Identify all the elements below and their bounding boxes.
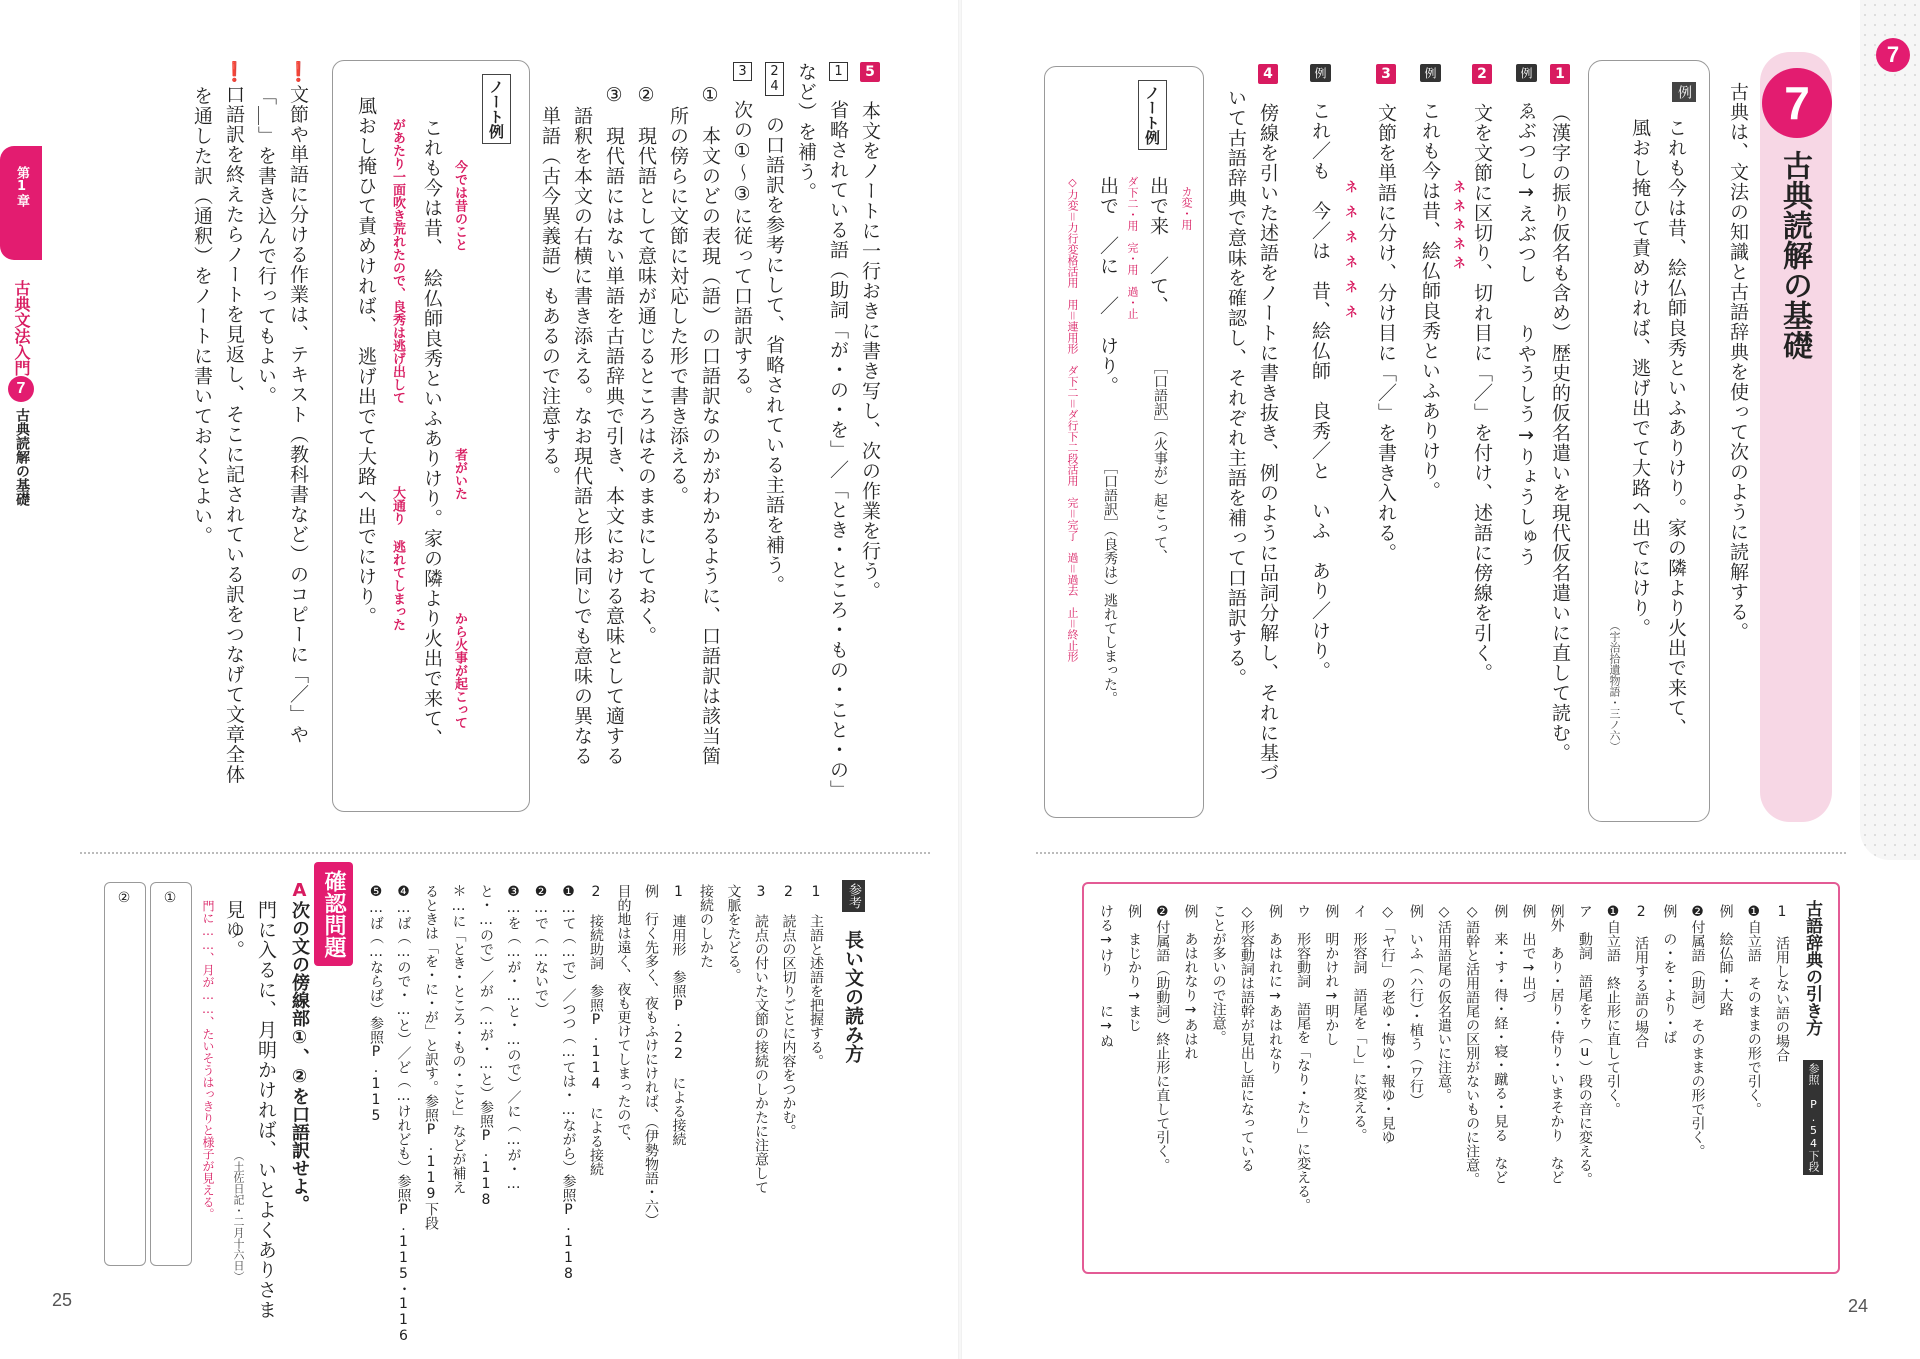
long-text-line: 1 主語と述語を把握する。 xyxy=(808,884,824,1068)
quiz-source: （土佐日記・二月十六日） xyxy=(232,1150,245,1282)
dict-ref: 参照 P.54下段 xyxy=(1803,1060,1823,1175)
long-text-title: 長い文の読み方 xyxy=(842,930,864,1063)
step-4-text: 傍線を引いた述語をノートに書き抜き、例のように品詞分解し、それに基づ xyxy=(1257,103,1279,783)
step-2-example-text: これも今は昔、絵仏師良秀といふありけり。 xyxy=(1419,101,1441,501)
dict-line: 例 絵仏師・大路 xyxy=(1717,904,1734,1016)
long-text-line: ＊…に「とき・ところ・もの・こと」などが補え xyxy=(450,884,467,1194)
step-5-3-num: 3 xyxy=(735,64,750,79)
step-3-example-text: これ／も 今／は 昔、絵仏師 良秀／と いふ あり／けり。 xyxy=(1309,101,1331,681)
chapter-badge: 7 xyxy=(1762,68,1832,138)
step-2-text: 文を文節に区切り、切れ目に「／」を付け、述語に傍線を引く。 xyxy=(1471,103,1493,683)
dict-line: ウ 形容動詞 語尾を「なり・たり」に変える。 xyxy=(1295,904,1312,1212)
long-text-line: 2 読点の区切りごとに内容をつかむ。 xyxy=(780,884,797,1138)
step-5-text: 本文をノートに一行おきに書き写し、次の作業を行う。 xyxy=(859,101,881,601)
ne-mark: ネ xyxy=(1342,255,1357,280)
quiz-hint: 門に……、月が……、たいそうはっきりと様子が見える。 xyxy=(201,900,215,1220)
quiz-question: A次の文の傍線部①、②を口語訳せよ。 xyxy=(289,880,310,1213)
long-text-line: ❹…ば（…ので・…と）／ど（…けれども）参照P.115・116 xyxy=(395,884,412,1344)
quiz-text-2: 見ゆ。 xyxy=(223,900,245,960)
note-ann-5: 大通り xyxy=(390,486,405,525)
ne-mark: ネ xyxy=(1342,230,1357,255)
example-source: （宇治拾遺物語・三ノ六） xyxy=(1608,620,1621,752)
ne-marks-row1 xyxy=(1448,180,1467,275)
dict-line: ◇形容動詞は語幹が見出し語になっている xyxy=(1238,904,1255,1172)
dict-line: 例 あはれに→あはれなり xyxy=(1267,904,1283,1074)
dict-line: 例 まじかり→まじ xyxy=(1126,904,1143,1032)
step-5-3-i-cont: 所の傍らに文節に対応した形で書き添える。 xyxy=(667,106,689,506)
page-number-left: 25 xyxy=(52,1290,73,1310)
step-5-3-i-text: 本文のどの表現（語）の口語訳なのかがわかるように、口語訳は該当箇 xyxy=(699,126,721,766)
dict-line: 1 活用しない語の場合 xyxy=(1774,904,1790,1062)
note-label-left: ノート例 xyxy=(482,74,511,144)
ne-mark: ネ xyxy=(1450,199,1465,218)
note-right-trans-2: ［口語訳］（良秀は）逃れてしまった。 xyxy=(1102,460,1118,705)
step-1-example-label: 例 xyxy=(1516,64,1537,82)
step-1-example-text: ゑぶつし→えぶつし りやうしう→りょうしゅう xyxy=(1515,101,1537,567)
long-text-line: ❸…を（…が・…と・…ので）／に（…が・… xyxy=(505,884,522,1192)
step-5-num: 5 xyxy=(862,64,878,80)
tip-line-1: ❗文節や単語に分ける作業は、テキスト（教科書など）のコピーに「／」や xyxy=(287,60,309,745)
long-text-line: ❷…で（…ないで） xyxy=(533,884,549,1016)
step-1 xyxy=(1550,64,1570,763)
step-3-text: 文節を単語に分け、分け目に「／」を書き入れる。 xyxy=(1375,103,1397,563)
dict-line: ける→けり に→ぬ xyxy=(1098,904,1114,1048)
step-2-example xyxy=(1420,64,1441,501)
ne-mark: ネ xyxy=(1342,280,1357,305)
step-5-2 xyxy=(764,62,784,595)
step-5-3-i xyxy=(700,84,720,766)
long-text-line: るときは「を・に・が」と訳す。参照P.119下段 xyxy=(423,884,439,1230)
step-4 xyxy=(1258,64,1278,783)
answer-box-2[interactable] xyxy=(104,882,146,1266)
dict-line: 例 あはれなり→あはれ xyxy=(1182,904,1199,1060)
note-label-right: ノート例 xyxy=(1138,80,1167,150)
step-5-3-i-num: ① xyxy=(699,84,721,107)
ne-mark: ネ xyxy=(1450,218,1465,237)
dict-line: ◇「ヤ行」の老ゆ・悔ゆ・報ゆ・見ゆ xyxy=(1379,904,1396,1144)
tip-line-4: を通した訳（通釈）をノートに書いておくとよい。 xyxy=(191,86,213,546)
gutter xyxy=(958,0,962,1359)
dict-title: 古語辞典の引き方 xyxy=(1802,900,1822,1036)
step-1-example xyxy=(1516,64,1537,567)
note-right-trans-1: ［口語訳］（火事が）起こって、 xyxy=(1152,360,1168,563)
step-5-3-iii-cont1: 語釈を本文の右横に書き添える。なお現代語と形は同じでも意味の異なる xyxy=(571,106,593,766)
note-ann-6: 逃れてしまった xyxy=(390,540,405,631)
note-right-grammar-1: カ変・用 xyxy=(1180,186,1193,230)
note-right-line-1: 出で来 ／て、 xyxy=(1147,176,1169,316)
ne-mark: ネ xyxy=(1342,205,1357,230)
dict-line: ことが多いので注意。 xyxy=(1210,904,1227,1044)
long-text-line: ❶…て（…で）／つつ（…ては・…ながら）参照P.118 xyxy=(560,884,577,1282)
dict-line: 例 の・を・より・ば xyxy=(1661,904,1678,1044)
step-5-2-text: の口語訳を参考にして、省略されている主語を補う。 xyxy=(763,115,785,595)
divider-left xyxy=(80,852,930,854)
step-5-3-iii-text: 現代語にはない単語を古語辞典で引き、本文における意味として適する xyxy=(603,126,625,766)
dict-line: ア 動詞 語尾をウ（u）段の音に変える。 xyxy=(1576,904,1593,1186)
step-2 xyxy=(1472,64,1492,683)
step-4-num: 4 xyxy=(1260,66,1276,82)
chapter-tab-text: 第1章 xyxy=(14,166,29,207)
page-title: 古典読解の基礎 xyxy=(1777,150,1812,360)
step-5-3-ii-num: ② xyxy=(635,84,657,107)
step-3-num: 3 xyxy=(1378,66,1394,82)
long-text-line: 2 接続助詞 参照P.114 による接続 xyxy=(588,884,604,1176)
dict-line: イ 形容詞 語尾を「し」に変える。 xyxy=(1351,904,1368,1142)
quiz-text-1: 門に入るに、月明かければ、いとよくありさま xyxy=(255,900,277,1320)
dict-line: ❷付属語（助動詞）終止形に直して引く。 xyxy=(1154,904,1171,1172)
dict-line: 例 出で→出づ xyxy=(1520,904,1537,1004)
quiz-question-label: A xyxy=(289,880,310,901)
step-3-example-label: 例 xyxy=(1310,64,1331,82)
long-text-line: 接続のしかた xyxy=(698,884,714,968)
answer-box-1[interactable] xyxy=(150,882,192,1266)
step-1-text: （漢字の振り仮名も含め）歴史的仮名遣いを現代仮名遣いに直して読む。 xyxy=(1549,103,1571,763)
long-text-line: 例 行く先多く、夜もふけにければ、（伊勢物語・六） xyxy=(643,884,659,1227)
ne-marks-row2 xyxy=(1340,180,1359,330)
ne-mark: ネ xyxy=(1450,256,1465,275)
note-ann-2: 者がいた xyxy=(452,448,467,500)
long-text-line: と・…ので）／が（…が・…と）参照P.118 xyxy=(478,884,494,1208)
step-5 xyxy=(860,62,880,601)
step-5-3 xyxy=(732,62,752,406)
step-1-num: 1 xyxy=(1552,66,1568,82)
step-2-num: 2 xyxy=(1474,66,1490,82)
step-5-1-cont: など）を補う。 xyxy=(795,62,817,202)
long-text-ref: 参考 xyxy=(842,880,865,912)
note-right-grammar-2: ダ下二・用 完・用 過・止 xyxy=(1126,176,1139,319)
step-5-2-num: 24 xyxy=(767,64,782,94)
dict-line: 例外 あり・居り・侍り・いまそかり など xyxy=(1548,904,1565,1184)
dict-line: ◇語幹と活用語尾の区別がないものに注意。 xyxy=(1464,904,1481,1186)
note-left-line-1: これも今は昔、 絵仏師良秀といふありけり。家の隣より火出で来て、 xyxy=(421,118,443,749)
step-2-example-label: 例 xyxy=(1420,64,1441,82)
dict-line: 2 活用する語の場合 xyxy=(1633,904,1650,1048)
ne-mark: ネ xyxy=(1450,237,1465,256)
note-right-line-2: 出で ／に ／ けり。 xyxy=(1097,176,1119,396)
answer-label-2: ② xyxy=(116,890,132,906)
long-text-line: 3 読点の付いた文節の接続のしかたに注意して xyxy=(753,884,769,1194)
dict-line: 例 いふ（ハ行）・植う（ワ行） xyxy=(1407,904,1424,1107)
example-label: 例 xyxy=(1672,82,1696,102)
step-5-3-text: 次の①〜③に従って口語訳する。 xyxy=(731,100,753,406)
long-text-line: ❺…ば（…ならば）参照P.115 xyxy=(368,884,384,1124)
step-5-1 xyxy=(828,62,848,800)
note-left-line-2: 風おし掩ひて責めければ、 逃げ出でて大路へ出でにけり。 xyxy=(355,96,377,627)
tip-line-2: 「＿」を書き込んで行ってもよい。 xyxy=(255,86,277,406)
dict-line: ❶自立語 そのままの形で引く。 xyxy=(1745,904,1762,1116)
long-text-line: 文脈をたどる。 xyxy=(725,884,742,982)
ne-mark: ネ xyxy=(1342,180,1357,205)
step-5-1-num: 1 xyxy=(831,64,846,79)
step-5-3-iii-cont2: 単語（古今異義語）もあるので注意する。 xyxy=(539,106,561,486)
step-3 xyxy=(1376,64,1396,563)
note-right-legend: ◇力変＝力行変格活用 用＝連用形 ダ下二＝ダ行下二段活用 完＝完了 過＝過去 止＝終止形 xyxy=(1066,176,1079,662)
chapter-tab-num: 7 xyxy=(8,376,34,402)
dict-line: ❶自立語 終止形に直して引く。 xyxy=(1605,904,1621,1116)
side-tab-strip xyxy=(1860,0,1920,860)
dict-line: ◇活用語尾の仮名遣いに注意。 xyxy=(1436,904,1452,1102)
chapter-tab-title: 古典読解の基礎 xyxy=(14,408,30,506)
note-ann-4: があたり一面吹き荒れたので、良秀は逃げ出して xyxy=(390,118,405,404)
info-icon: ❗ xyxy=(223,60,245,85)
ne-mark: ネ xyxy=(1342,305,1357,330)
step-3-example xyxy=(1310,64,1331,681)
step-5-3-iii-num: ③ xyxy=(603,84,625,107)
side-tab-badge: 7 xyxy=(1876,38,1910,72)
step-5-3-iii xyxy=(604,84,624,766)
dict-line: 例 来・す・得・経・寝・蹴る・見る など xyxy=(1492,904,1509,1184)
step-5-1-text: 省略されている語（助詞「が・の・を」／「とき・ところ・もの・こと・の」 xyxy=(827,100,849,800)
note-ann-3: から火事が起こって xyxy=(452,612,467,729)
step-5-3-ii xyxy=(636,84,656,646)
step-5-3-ii-text: 現代語として意味が通じるところはそのままにしておく。 xyxy=(635,126,657,646)
long-text-line: 1 連用形 参照P.22 による接続 xyxy=(670,884,687,1146)
quiz-label: 確認問題 xyxy=(314,862,353,966)
ne-mark: ネ xyxy=(1450,180,1465,199)
example-line-2: 風おし掩ひて責めければ、逃げ出でて大路へ出でにけり。 xyxy=(1629,118,1651,638)
info-icon: ❗ xyxy=(287,60,309,85)
answer-label-1: ① xyxy=(162,890,178,906)
note-ann-1: 今では昔のこと xyxy=(452,160,467,251)
long-text-line: 目的地は遠く、夜も更けてしまったので、 xyxy=(615,884,632,1150)
example-line-1: これも今は昔、絵仏師良秀といふありけり。家の隣より火出で来て、 xyxy=(1665,118,1687,738)
intro-text: 古典は、文法の知識と古語辞典を使って次のように読解する。 xyxy=(1727,82,1749,642)
step-4-text-cont: いて古語辞典で意味を確認し、それぞれ主語を補って口語訳する。 xyxy=(1225,88,1247,688)
chapter-tab-section: 古典文法入門 xyxy=(12,280,31,376)
dict-line: ❷付属語（助詞）そのままの形で引く。 xyxy=(1689,904,1706,1158)
page-number-right: 24 xyxy=(1848,1296,1869,1316)
divider-right xyxy=(1036,852,1846,854)
dict-line: 例 明かけれ→明かし xyxy=(1323,904,1340,1046)
tip-line-3: ❗口語訳を終えたらノートを見返し、そこに記されている訳をつなげて文章全体 xyxy=(223,60,245,785)
